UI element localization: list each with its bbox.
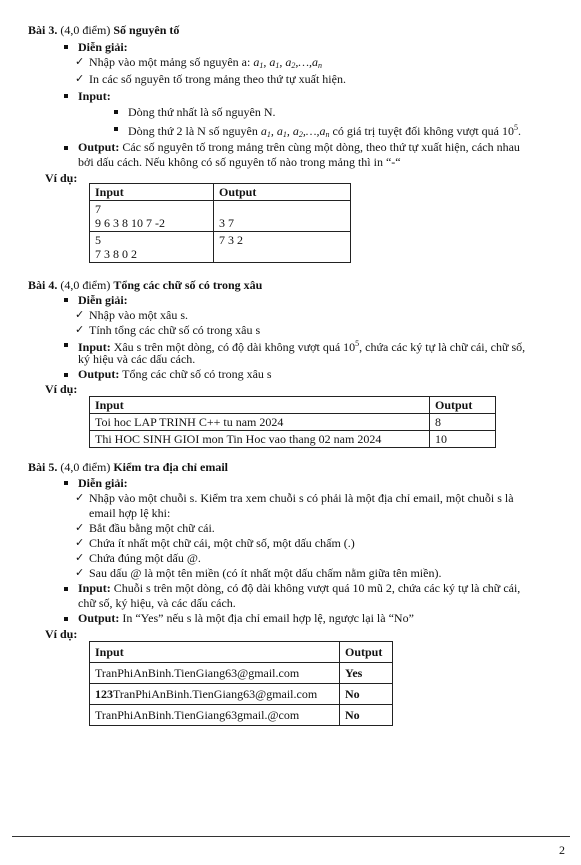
- input-cell: [90, 232, 214, 263]
- b4-in-l1-pre: Xâu s trên một dòng, có độ dài không vượt quá 10: [113, 340, 356, 354]
- b5-output: [78, 611, 414, 625]
- col-output-header: Output: [340, 642, 393, 663]
- check-bullet-icon: ✓: [75, 56, 85, 68]
- table-row: [90, 663, 393, 684]
- b4-in-exp: 5: [355, 339, 360, 348]
- b5-points: (4,0 điểm): [60, 460, 111, 474]
- b3-dg1-text: Nhập vào một mảng số nguyên a:: [89, 55, 251, 69]
- output-cell: 8: [430, 414, 496, 431]
- b3-output: [78, 140, 520, 154]
- check-bullet-icon: ✓: [75, 537, 85, 549]
- table-row: [90, 431, 496, 448]
- b3-in2-post: có giá trị tuyệt đối không vượt quá 10: [332, 124, 514, 138]
- b5-dg1-l2: email hợp lệ khi:: [89, 506, 171, 520]
- b3-in2-pre: Dòng thứ 2 là N số nguyên: [128, 124, 258, 138]
- b4-in-l1-post: , chứa các ký tự là chữ cái, chữ số,: [359, 340, 526, 354]
- b3-in1: Dòng thứ nhất là số nguyên N.: [128, 105, 276, 119]
- square-bullet-icon: [64, 94, 68, 98]
- check-bullet-icon: ✓: [75, 567, 85, 579]
- b4-heading: [28, 278, 262, 292]
- col-input-header: Input: [90, 642, 340, 663]
- check-bullet-icon: ✓: [75, 324, 85, 336]
- b5-dg4: Chứa đúng một dấu @.: [89, 551, 201, 565]
- col-input-header: Input: [90, 184, 214, 201]
- b3-input-label: Input:: [78, 89, 111, 103]
- b5-dg2: Bắt đầu bằng một chữ cái.: [89, 521, 215, 535]
- b4-dg2: Tính tổng các chữ số có trong xâu s: [89, 323, 261, 337]
- output-cell: No: [340, 684, 393, 705]
- b4-input-label: Input:: [78, 340, 111, 354]
- b3-in2-exp: 5: [514, 123, 518, 132]
- b5-dg-label: Diễn giải:: [78, 476, 128, 490]
- b4-vidu: Ví dụ:: [45, 382, 78, 396]
- b4-output-label: Output:: [78, 367, 120, 381]
- check-bullet-icon: ✓: [75, 522, 85, 534]
- check-bullet-icon: ✓: [75, 552, 85, 564]
- table-row: [90, 414, 496, 431]
- square-bullet-icon: [64, 617, 68, 621]
- square-bullet-icon: [64, 298, 68, 302]
- b5-in-l1: Chuỗi s trên một dòng, có độ dài không vượt quá 10 mũ 2, chứa các ký tự là chữ cái,: [113, 581, 521, 595]
- b3-vidu: Ví dụ:: [45, 171, 78, 185]
- input-rest: TranPhiAnBinh.TienGiang63@gmail.com: [113, 687, 318, 701]
- b5-input-label: Input:: [78, 581, 111, 595]
- b5-title: Kiểm tra địa chỉ email: [113, 460, 228, 474]
- footer-divider: [12, 836, 570, 837]
- table-row: [90, 201, 351, 232]
- col-output-header: Output: [430, 397, 496, 414]
- b3-title: Số nguyên tố: [113, 23, 180, 37]
- input-cell: TranPhiAnBinh.TienGiang63@gmail.com: [90, 663, 340, 684]
- b3-out-l2: bởi dấu cách. Nếu không có số nguyên tố nào trong mảng thì in “-“: [78, 155, 401, 169]
- b3-points: (4,0 điểm): [60, 23, 111, 37]
- b5-in-l2: chữ số, ký hiệu, và các dấu cách.: [78, 596, 236, 610]
- table-header-row: [90, 642, 393, 663]
- b5-dg5: Sau dấu @ là một tên miền (có ít nhất một dấu chấm nằm giữa tên miền).: [89, 566, 442, 580]
- b5-heading: [28, 460, 228, 474]
- b3-output-label: Output:: [78, 140, 120, 154]
- square-bullet-icon: [64, 146, 68, 150]
- table-row: [90, 705, 393, 726]
- b3-in2-end: .: [518, 124, 521, 138]
- check-bullet-icon: ✓: [75, 309, 85, 321]
- square-bullet-icon: [64, 373, 68, 377]
- col-input-header: Input: [90, 397, 430, 414]
- check-bullet-icon: ✓: [75, 492, 85, 504]
- b5-output-label: Output:: [78, 611, 120, 625]
- square-bullet-icon: [64, 343, 68, 347]
- b3-dg-label: Diễn giải:: [78, 40, 128, 54]
- b5-dg1-l1: Nhập vào một chuỗi s. Kiểm tra xem chuỗi s có phải là một địa chỉ email, một chuỗi s là: [89, 491, 514, 505]
- square-bullet-icon: [64, 481, 68, 485]
- output-cell: 7 3 2: [214, 232, 351, 263]
- output-cell: Yes: [340, 663, 393, 684]
- b4-output: [78, 367, 272, 381]
- page-number: 2: [559, 843, 565, 857]
- b4-out-text: Tổng các chữ số có trong xâu s: [122, 367, 272, 381]
- input-line: 7 3 8 0 2: [95, 247, 137, 261]
- input-cell: Toi hoc LAP TRINH C++ tu nam 2024: [90, 414, 430, 431]
- input-cell: TranPhiAnBinh.TienGiang63gmail.@com: [90, 705, 340, 726]
- input-prefix: 123: [95, 687, 113, 701]
- check-bullet-icon: ✓: [75, 73, 85, 85]
- b4-dg1: Nhập vào một xâu s.: [89, 308, 188, 322]
- b3-example-table: [89, 183, 351, 263]
- array-formula: $a_1$, $a_1$, $a_2,\dots,a_n$: [253, 55, 322, 70]
- b3-number: Bài 3.: [28, 23, 58, 37]
- output-cell: 10: [430, 431, 496, 448]
- input-line: 9 6 3 8 10 7 -2: [95, 216, 165, 230]
- b3-heading: [28, 23, 179, 37]
- input-cell: Thi HOC SINH GIOI mon Tin Hoc vao thang 02 nam 2024: [90, 431, 430, 448]
- b5-input: [78, 581, 520, 595]
- col-output-header: Output: [214, 184, 351, 201]
- b3-out-l1: Các số nguyên tố trong mảng trên cùng một dòng, theo thứ tự xuất hiện, cách nhau: [122, 140, 520, 154]
- b5-out-text: In “Yes” nếu s là một địa chỉ email hợp lệ, ngược lại là “No”: [122, 611, 414, 625]
- b4-title: Tổng các chữ số có trong xâu: [113, 278, 263, 292]
- table-header-row: [90, 184, 351, 201]
- b5-example-table: [89, 641, 393, 726]
- output-cell: 3 7: [214, 201, 351, 232]
- b3-dg2: In các số nguyên tố trong mảng theo thứ tự xuất hiện.: [89, 72, 346, 86]
- table-row: [90, 684, 393, 705]
- input-cell: [90, 201, 214, 232]
- square-bullet-icon: [64, 45, 68, 49]
- b4-points: (4,0 điểm): [60, 278, 111, 292]
- b4-number: Bài 4.: [28, 278, 58, 292]
- b5-vidu: Ví dụ:: [45, 627, 78, 641]
- square-bullet-icon: [64, 587, 68, 591]
- input-line: 7: [95, 202, 101, 216]
- array-formula: $a_1$, $a_1$, $a_2,\dots,a_n$: [260, 124, 330, 139]
- input-line: 5: [95, 233, 101, 247]
- table-row: [90, 232, 351, 263]
- input-cell: [90, 684, 340, 705]
- b5-number: Bài 5.: [28, 460, 58, 474]
- square-bullet-icon: [114, 127, 118, 131]
- b3-dg1: [89, 55, 322, 73]
- output-cell: No: [340, 705, 393, 726]
- b4-dg-label: Diễn giải:: [78, 293, 128, 307]
- square-bullet-icon: [114, 110, 118, 114]
- b5-dg3: Chứa ít nhất một chữ cái, một chữ số, một dấu chấm (.): [89, 536, 355, 550]
- table-header-row: [90, 397, 496, 414]
- b3-in2: [128, 121, 521, 142]
- b4-in-l2: ký hiệu và các dấu cách.: [78, 352, 196, 366]
- b4-example-table: [89, 396, 496, 448]
